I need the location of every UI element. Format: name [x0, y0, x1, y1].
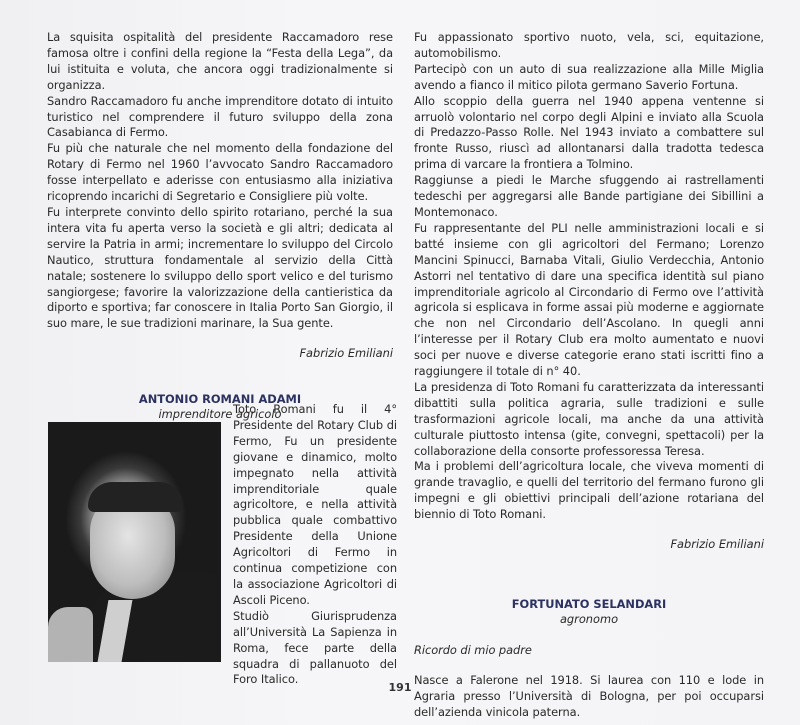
paragraph: La presidenza di Toto Romani fu caratterizzata da interessanti dibattiti sulla politica agraria, sulle tradizioni e sulle trasformazioni agricole locali, ma anche da una attività culturale piuttosto intensa (gite, convegni, spettacoli) per la collaborazione della consorte professoressa Teresa.: [414, 379, 764, 458]
photo-highlight: [48, 607, 93, 662]
paragraph: Fu interprete convinto dello spirito rotariano, perché la sua intera vita fu aperta verso la società e gli altri; dedicata al servire la Patria in armi; incrementare lo sviluppo del Circolo Nautico, struttura fondamentale al servizio della Città natale; sostenere lo sviluppo dello sport velico e del turismo sangiorgese; favorire la valorizzazione della cantieristica da diporto e sportiva; far conoscere in Italia Porto San Giorgio, il suo mare, le sue tradizioni marinare, la Sua gente.: [47, 204, 393, 331]
section-role: imprenditore agricolo: [158, 407, 282, 422]
section-heading: FORTUNATO SELANDARI: [511, 597, 667, 611]
paragraph: Ma i problemi dell’agricoltura locale, che viveva momenti di grande travaglio, e quelli del territorio del fermano furono gli impegni e gli obiettivi principali dell’azione rotariana del biennio di Toto Romani.: [414, 459, 764, 522]
paragraph: Sandro Raccamadoro fu anche imprenditore dotato di intuito turistico nel comprendere il futuro sviluppo della zona Casabianca di Fermo.: [47, 93, 393, 140]
paragraph: Allo scoppio della guerra nel 1940 appena ventenne si arruolò volontario nel corpo degli Alpini e inviato alla Scuola di Predazzo-Passo Rolle. Nel 1943 inviato a combattere sul fronte Russo, riuscì ad allontanarsi dalla tradotta tedesca prima di varcare la frontiera a Tolmino.: [414, 93, 764, 172]
paragraph: Partecipò con un auto di sua realizzazione alla Mille Miglia avendo a fianco il mitico pilota germano Saverio Fortuna.: [414, 61, 764, 92]
right-column: [414, 30, 764, 721]
photo-hair: [88, 482, 183, 512]
section-subtitle: Ricordo di mio padre: [414, 643, 532, 657]
paragraph: Toto Romani fu il 4° Presidente del Rotary Club di Fermo, Fu un presidente giovane e dinamico, molto impegnato nella attività imprenditoriale quale agricoltore, e nella attività pubblica quale combattivo Presidente della Unione Agricoltori di Fermo in continua competizione con la associazione Agricoltori di Ascoli Piceno.: [233, 402, 397, 607]
portrait-photo: [48, 422, 221, 662]
section-role: agronomo: [559, 612, 619, 626]
paragraph: Fu più che naturale che nel momento della fondazione del Rotary di Fermo nel 1960 l’avvocato Sandro Raccamadoro fosse interpellato e aderisse con entusiasmo alla iniziativa ricoprendo incarichi di Segretario e Consigliere più volte.: [47, 141, 393, 204]
paragraph: Nasce a Falerone nel 1918. Si laurea con 110 e lode in Agraria presso l’Università di Bologna, per poi occuparsi dell’azienda vinicola paterna.: [414, 672, 764, 719]
paragraph: Raggiunse a piedi le Marche sfuggendo ai rastrellamenti tedeschi per aggregarsi alle Bande partigiane dei Sibillini a Montemonaco.: [414, 173, 764, 219]
bio-text: [233, 402, 397, 688]
left-column: [47, 30, 393, 422]
paragraph: La squisita ospitalità del presidente Raccamadoro rese famosa oltre i confini della regione la “Festa della Lega”, da lui istituita e voluta, che ancora oggi tradizionalmente si organizza.: [47, 30, 393, 92]
section-heading: ANTONIO ROMANI ADAMI: [138, 392, 302, 407]
author-signature: Fabrizio Emiliani: [299, 346, 393, 361]
paragraph: Fu appassionato sportivo nuoto, vela, sci, equitazione, automobilismo.: [414, 30, 764, 60]
paragraph: Fu rappresentante del PLI nelle amministrazioni locali e si batté insieme con gli agricoltori del Fermano; Lorenzo Mancini Spinucci, Barnaba Vitali, Giulio Verdecchia, Antonio Astorri nel tentativo di dare una specifica identità sul piano imprenditoriale agricolo al Circondario di Fermo ove l’attività agricola si esplicava in forme assai più moderne e aggiornate che non nel Circondario dell’Ascolano. In quegli anni l’interesse per il Rotary Club era molto aumentato e nuovi soci per nuove e diverse categorie erano stati iscritti fino a raggiungere il totale di n° 40.: [414, 220, 764, 379]
paragraph: Studiò Giurisprudenza all’Università La Sapienza in Roma, fece parte della squadra di pallanuoto del Foro Italico.: [233, 608, 397, 687]
page-number: 191: [388, 681, 412, 694]
author-signature: Fabrizio Emiliani: [670, 537, 764, 552]
